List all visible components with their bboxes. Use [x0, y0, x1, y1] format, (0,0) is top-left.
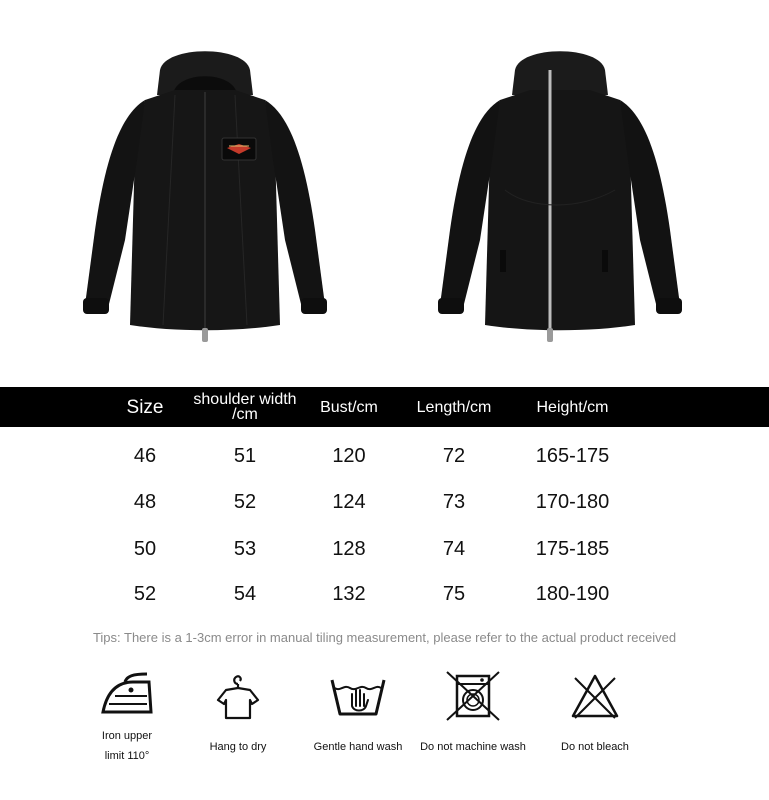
cell-height: 165-175	[535, 444, 610, 467]
header-size: Size	[126, 396, 164, 418]
header-shoulder	[180, 387, 310, 427]
jacket-back-image	[430, 40, 690, 360]
header-shoulder-line1: shoulder width	[193, 391, 297, 408]
jacket-front-image	[75, 40, 335, 360]
no-machine-wash-icon	[443, 670, 503, 722]
care-iron-label-line1: Iron upper	[101, 730, 153, 742]
cell-shoulder: 54	[233, 582, 257, 605]
cell-size: 52	[133, 582, 157, 605]
cell-shoulder: 53	[233, 537, 257, 560]
care-hand-wash	[298, 670, 418, 753]
size-table-header	[0, 387, 769, 427]
care-no-bleach	[535, 670, 655, 753]
cell-height: 170-180	[535, 490, 610, 513]
header-shoulder-line2: /cm	[232, 406, 258, 423]
care-hang-dry	[178, 670, 298, 753]
table-row	[0, 579, 769, 609]
care-hang-dry-label: Hang to dry	[209, 741, 267, 753]
cell-bust: 124	[332, 490, 366, 513]
cell-size: 50	[133, 537, 157, 560]
cell-height: 175-185	[535, 537, 610, 560]
header-length: Length/cm	[416, 398, 492, 416]
cell-size: 48	[133, 490, 157, 513]
cell-shoulder: 51	[233, 444, 257, 467]
header-height: Height/cm	[536, 398, 609, 416]
hand-wash-icon	[328, 670, 388, 722]
header-bust: Bust/cm	[320, 398, 378, 416]
cell-length: 72	[442, 444, 466, 467]
table-row	[0, 534, 769, 564]
care-no-bleach-label: Do not bleach	[561, 741, 629, 753]
cell-length: 74	[442, 537, 466, 560]
cell-bust: 120	[332, 444, 366, 467]
tips-text: Tips: There is a 1-3cm error in manual tiling measurement, please refer to the actual product received	[92, 630, 677, 645]
cell-bust: 128	[332, 537, 366, 560]
hang-dry-icon	[208, 670, 268, 722]
cell-shoulder: 52	[233, 490, 257, 513]
table-row	[0, 487, 769, 517]
cell-bust: 132	[332, 582, 366, 605]
iron-icon	[97, 670, 157, 720]
cell-height: 180-190	[535, 582, 610, 605]
care-hand-wash-label: Gentle hand wash	[313, 741, 403, 753]
care-no-machine-wash-label: Do not machine wash	[420, 741, 526, 753]
care-no-machine-wash	[413, 670, 533, 753]
care-iron-label-line2: limit 110°	[104, 750, 150, 762]
cell-length: 75	[442, 582, 466, 605]
product-photos	[0, 0, 769, 380]
cell-size: 46	[133, 444, 157, 467]
no-bleach-icon	[565, 670, 625, 722]
cell-length: 73	[442, 490, 466, 513]
table-row	[0, 441, 769, 471]
care-iron	[67, 670, 187, 762]
